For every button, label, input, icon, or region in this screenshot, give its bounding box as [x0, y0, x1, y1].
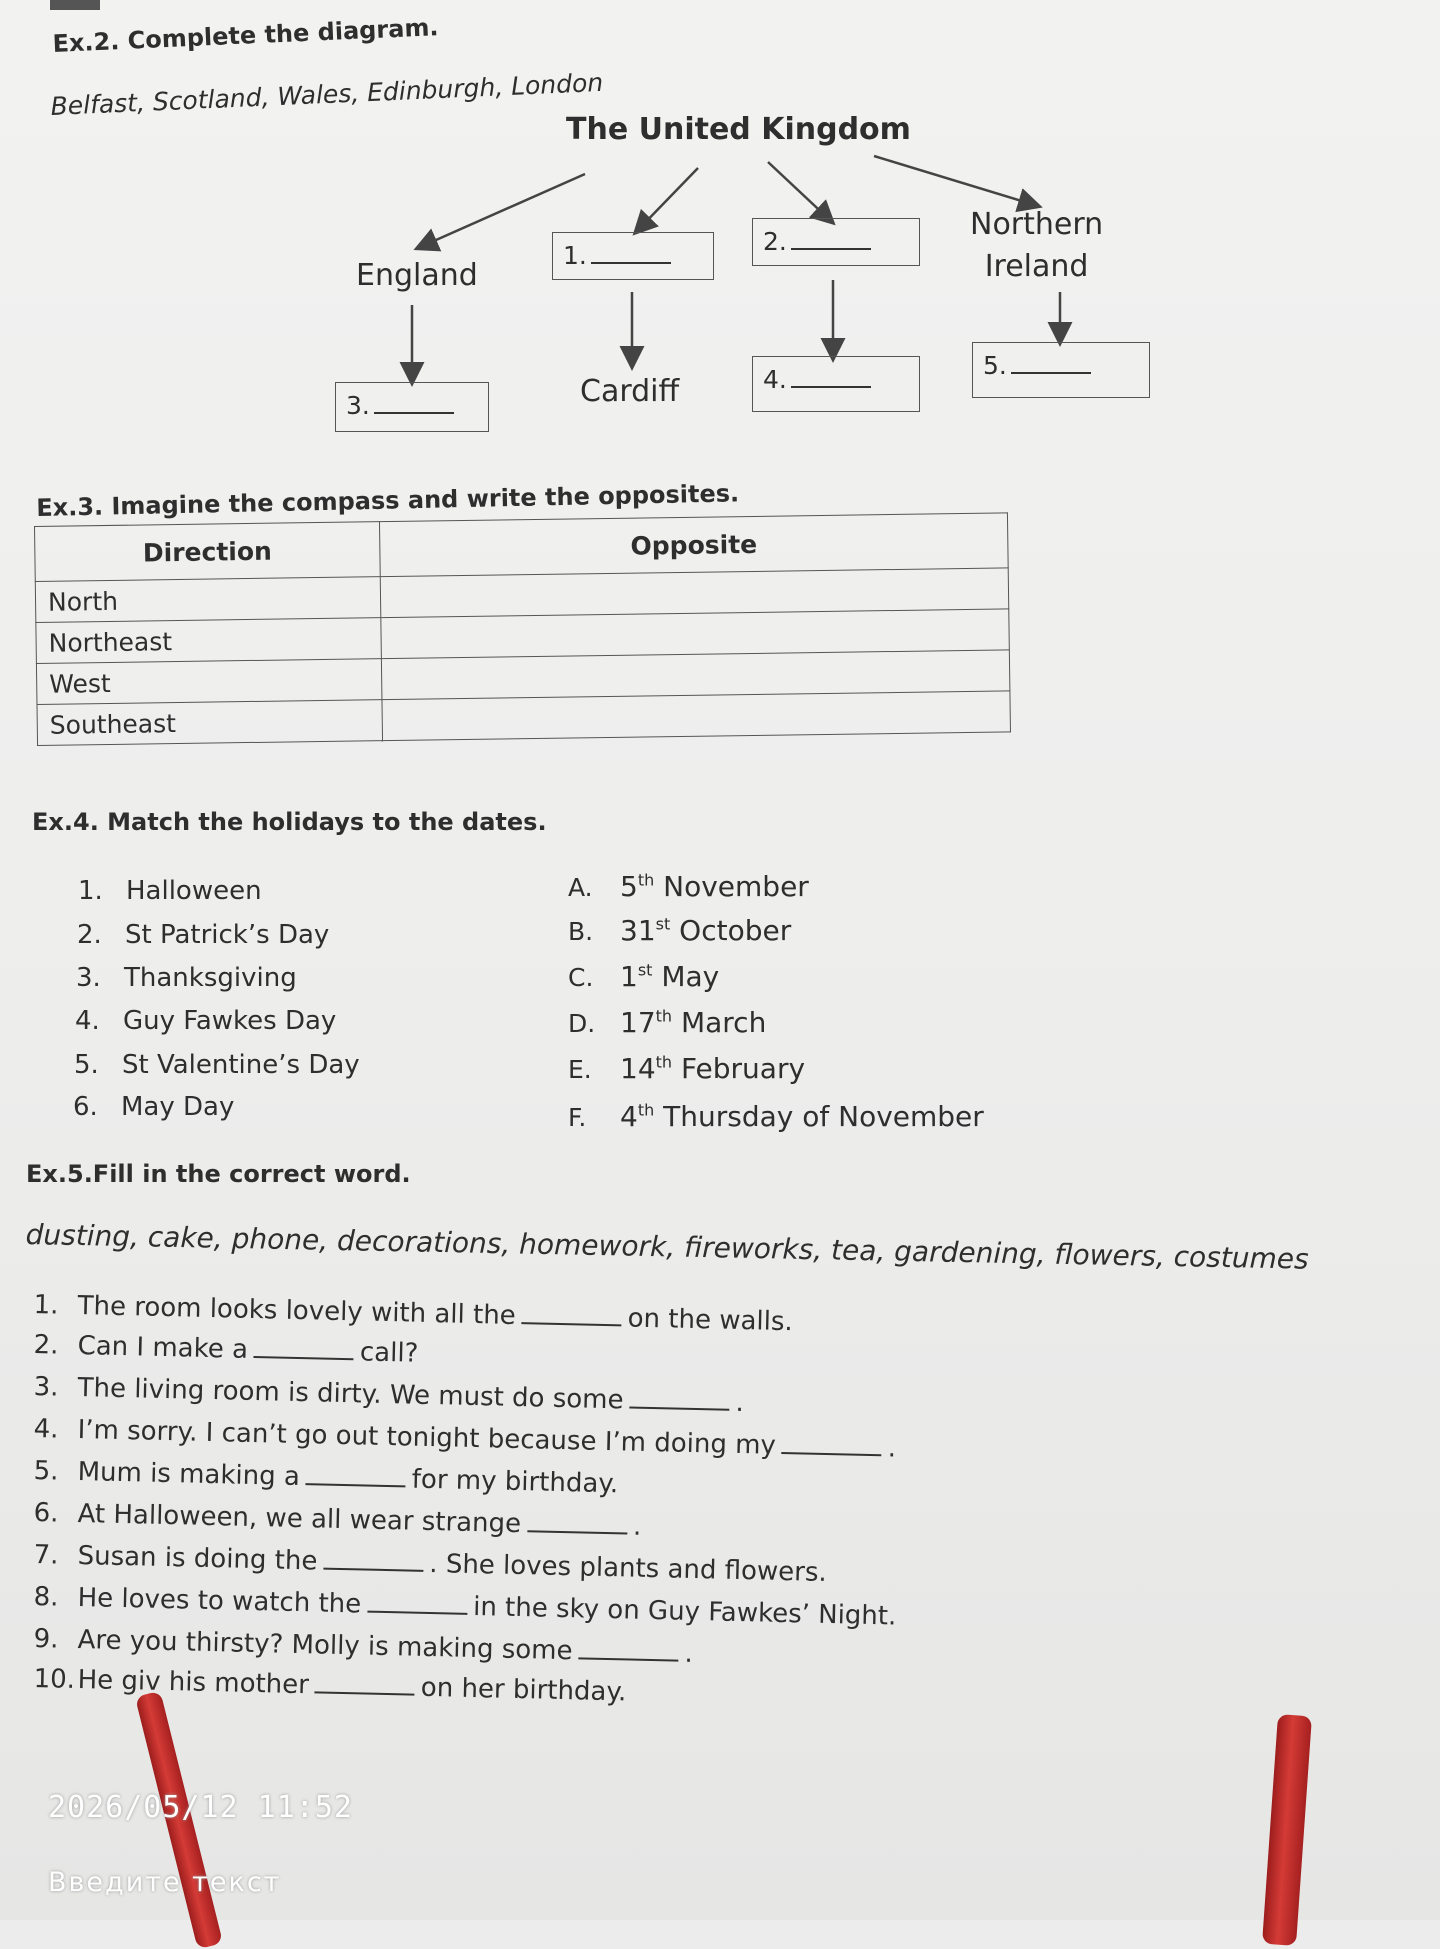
col-direction: Direction — [35, 522, 381, 582]
holiday-name: St Patrick’s Day — [125, 920, 330, 950]
date-rest: November — [654, 870, 809, 903]
answer-blank[interactable] — [323, 1548, 423, 1572]
sentence-before: Mum is making a — [77, 1456, 301, 1493]
date-rest: May — [652, 960, 720, 993]
sentence-item — [33, 1540, 827, 1588]
ex2-word-bank: Belfast, Scotland, Wales, Edinburgh, London — [50, 67, 604, 121]
holiday-name: Guy Fawkes Day — [123, 1006, 337, 1036]
date-letter: F. — [568, 1103, 587, 1132]
sentence-after: . She loves plants and flowers. — [429, 1548, 828, 1588]
sentence-after: call? — [359, 1337, 419, 1369]
sentence-item — [33, 1414, 896, 1464]
date-letter: B. — [568, 917, 594, 946]
date-day: 14 — [620, 1052, 656, 1085]
ex5-heading: Ex.5.Fill in the correct word. — [26, 1160, 411, 1188]
date-suffix: st — [655, 914, 671, 934]
answer-blank[interactable] — [306, 1463, 406, 1487]
sentence-number: 3. — [33, 1372, 59, 1403]
date-suffix: st — [637, 960, 653, 980]
holiday-number: 1. — [78, 876, 103, 906]
holiday-number: 6. — [73, 1092, 98, 1122]
sentence-before: Are you thirsty? Molly is making some — [77, 1624, 573, 1667]
direction-cell: West — [36, 659, 382, 705]
holiday-name: St Valentine’s Day — [122, 1050, 360, 1080]
date-day: 4 — [620, 1100, 638, 1133]
sentence-number: 9. — [33, 1624, 59, 1655]
diagram-england: England — [356, 258, 478, 293]
direction-cell: North — [35, 577, 381, 623]
sentence-before: Susan is doing the — [77, 1540, 318, 1577]
direction-cell: Northeast — [36, 618, 382, 664]
date-letter: E. — [568, 1055, 592, 1084]
date-letter: A. — [568, 873, 593, 902]
sentence-after: . — [684, 1638, 694, 1669]
date-rest: October — [670, 914, 792, 947]
sentence-after: . — [735, 1387, 745, 1419]
date-letter: C. — [568, 963, 594, 992]
sentence-item — [33, 1372, 744, 1418]
sentence-before: He giv his mother — [77, 1664, 310, 1701]
sentence-number: 2. — [33, 1330, 59, 1361]
date-rest: Thursday of November — [654, 1100, 984, 1133]
sentence-before: At Halloween, we all wear strange — [77, 1498, 522, 1540]
sentence-before: The living room is dirty. We must do some — [77, 1372, 624, 1416]
date-day: 5 — [620, 870, 638, 903]
sentence-item — [33, 1330, 418, 1369]
sentence-number: 7. — [33, 1540, 59, 1571]
northern-ireland-line1: Northern — [970, 207, 1104, 242]
answer-blank[interactable] — [254, 1336, 354, 1360]
sentence-after: on her birthday. — [420, 1672, 627, 1708]
sentence-after: . — [632, 1511, 642, 1542]
answer-blank[interactable] — [629, 1387, 729, 1411]
photo-timestamp: 2026/05/12 11:52 — [48, 1790, 353, 1825]
date-day: 31 — [620, 914, 656, 947]
holiday-name: Halloween — [126, 876, 262, 906]
sentence-number: 10. — [33, 1664, 76, 1695]
holiday-number: 2. — [77, 920, 102, 950]
direction-cell: Southeast — [37, 700, 383, 746]
answer-blank[interactable] — [522, 1302, 622, 1326]
date-rest: February — [672, 1052, 806, 1085]
answer-blank[interactable] — [527, 1510, 627, 1534]
sentence-number: 6. — [33, 1498, 59, 1529]
date-suffix: th — [637, 870, 655, 890]
diagram-cardiff: Cardiff — [580, 374, 680, 409]
answer-blank[interactable] — [315, 1671, 415, 1695]
diagram-root-uk: The United Kingdom — [566, 112, 911, 147]
sentence-item — [33, 1456, 618, 1499]
sentence-number: 1. — [33, 1290, 59, 1321]
holiday-name: Thanksgiving — [124, 963, 297, 993]
ex4-heading: Ex.4. Match the holidays to the dates. — [32, 808, 547, 836]
date-rest: March — [672, 1006, 767, 1039]
sentence-before: I’m sorry. I can’t go out tonight because I’m doing my — [77, 1414, 777, 1461]
box2-label: 2. — [763, 227, 787, 256]
holiday-number: 4. — [75, 1006, 100, 1036]
sentence-number: 4. — [33, 1414, 59, 1445]
sentence-before: He loves to watch the — [77, 1582, 362, 1620]
sentence-item — [33, 1624, 693, 1669]
ex3-heading: Ex.3. Imagine the compass and write the opposites. — [36, 479, 740, 522]
sentence-after: in the sky on Guy Fawkes’ Night. — [472, 1591, 897, 1632]
sentence-item — [33, 1582, 896, 1632]
answer-blank[interactable] — [782, 1432, 882, 1456]
text-input-hint[interactable]: Введите текст — [48, 1867, 282, 1898]
col-opposite: Opposite — [379, 513, 1008, 577]
answer-blank[interactable] — [367, 1591, 467, 1615]
sentence-before: The room looks lovely with all the — [77, 1290, 517, 1331]
date-day: 17 — [620, 1006, 656, 1039]
holiday-number: 3. — [76, 963, 101, 993]
box4-label: 4. — [763, 365, 787, 394]
date-letter: D. — [568, 1009, 596, 1038]
date-suffix: th — [655, 1006, 673, 1026]
northern-ireland-line2: Ireland — [984, 249, 1089, 284]
sentence-number: 8. — [33, 1582, 59, 1613]
sentence-after: on the walls. — [627, 1303, 794, 1338]
box3-label: 3. — [346, 391, 370, 420]
date-suffix: th — [637, 1100, 655, 1120]
sentence-before: Can I make a — [77, 1330, 249, 1365]
sentence-item — [33, 1664, 626, 1707]
date-day: 1 — [620, 960, 638, 993]
sentence-item — [33, 1290, 793, 1337]
holiday-name: May Day — [121, 1092, 235, 1122]
box5-label: 5. — [983, 351, 1007, 380]
ex5-word-bank: dusting, cake, phone, decorations, homework, fireworks, tea, gardening, flowers, costumes — [25, 1218, 1309, 1276]
sentence-after: for my birthday. — [411, 1464, 619, 1500]
holiday-number: 5. — [74, 1050, 99, 1080]
ex2-heading: Ex.2. Complete the diagram. — [52, 13, 440, 58]
box1-label: 1. — [563, 241, 587, 270]
sentence-after: . — [887, 1433, 897, 1464]
sentence-item — [33, 1498, 641, 1542]
date-suffix: th — [655, 1052, 673, 1072]
answer-blank[interactable] — [578, 1637, 678, 1661]
sentence-number: 5. — [33, 1456, 59, 1487]
